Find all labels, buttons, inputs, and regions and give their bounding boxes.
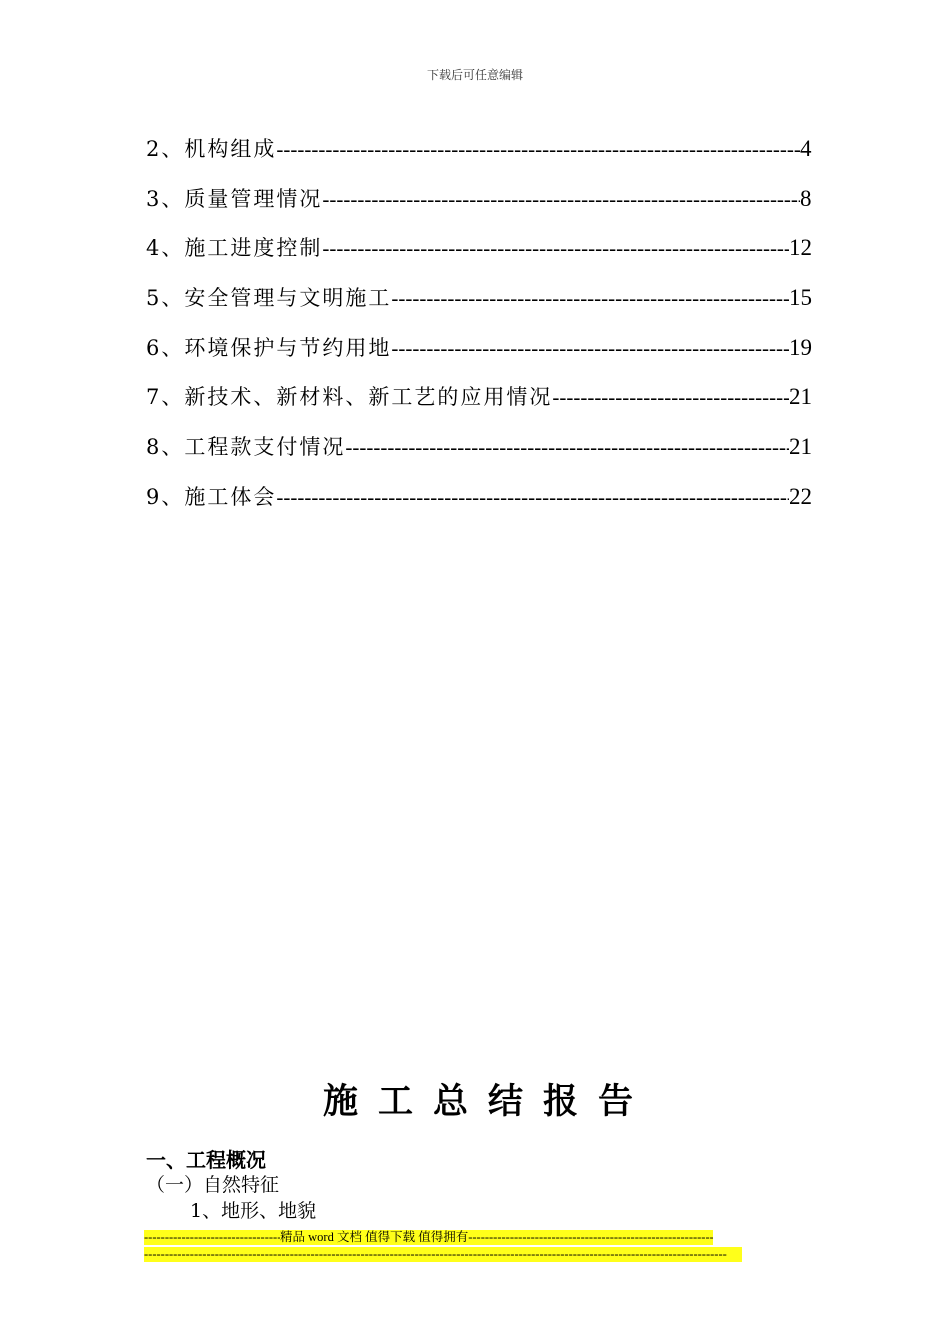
toc-entry-page: 21 (789, 434, 812, 460)
banner-text: 精品 word 文档 值得下载 值得拥有 (280, 1230, 469, 1244)
toc-entry-title: 9、施工体会 (146, 484, 277, 509)
toc-entry-page: 19 (789, 334, 812, 360)
toc-entry[interactable] (146, 333, 812, 383)
page-header: 下载后可任意编辑 (426, 68, 523, 82)
toc-entry-page: 12 (789, 235, 812, 261)
toc-leader (322, 184, 800, 214)
toc-entry-title: 3、质量管理情况 (146, 186, 323, 211)
toc-entry-page: 4 (800, 136, 812, 161)
toc-entry-title: 6、环境保护与节约用地 (146, 335, 392, 360)
toc-entry[interactable] (146, 233, 812, 283)
toc-entry[interactable] (146, 134, 812, 184)
toc-entry-page: 21 (789, 384, 812, 410)
toc-entry-title: 5、安全管理与文明施工 (146, 286, 392, 311)
toc-leader (276, 134, 800, 164)
section-heading: 一、工程概况 (146, 1148, 266, 1172)
toc-entry-title: 2、机构组成 (146, 137, 277, 161)
toc-entry-title: 7、新技术、新材料、新工艺的应用情况 (146, 385, 553, 410)
toc-entry[interactable] (146, 184, 812, 234)
toc-entry[interactable] (146, 283, 812, 333)
toc-entry[interactable] (146, 482, 812, 532)
toc-entry[interactable] (146, 382, 812, 432)
banner-dashes-left (144, 1230, 280, 1245)
subsection-heading: （一）自然特征 (146, 1174, 280, 1196)
toc-leader (552, 382, 789, 412)
report-title: 施工总结报告 (322, 1082, 653, 1122)
toc-leader (322, 233, 789, 263)
toc-leader (345, 432, 789, 462)
toc-entry-page: 15 (789, 285, 812, 311)
banner-dashes-right (468, 1230, 713, 1245)
toc-entry-page: 8 (800, 185, 812, 211)
toc-entry-title: 8、工程款支付情况 (146, 435, 346, 460)
footer-banner (144, 1230, 713, 1245)
toc-entry-title: 4、施工进度控制 (146, 236, 323, 261)
toc-leader (391, 283, 789, 313)
toc-entry-page: 22 (789, 483, 812, 509)
footer-banner-rule (144, 1247, 742, 1262)
item-heading: 1、地形、地貌 (190, 1200, 317, 1222)
toc-leader (391, 333, 789, 363)
toc-entry[interactable] (146, 432, 812, 482)
toc-leader (276, 482, 789, 512)
table-of-contents (146, 134, 812, 532)
